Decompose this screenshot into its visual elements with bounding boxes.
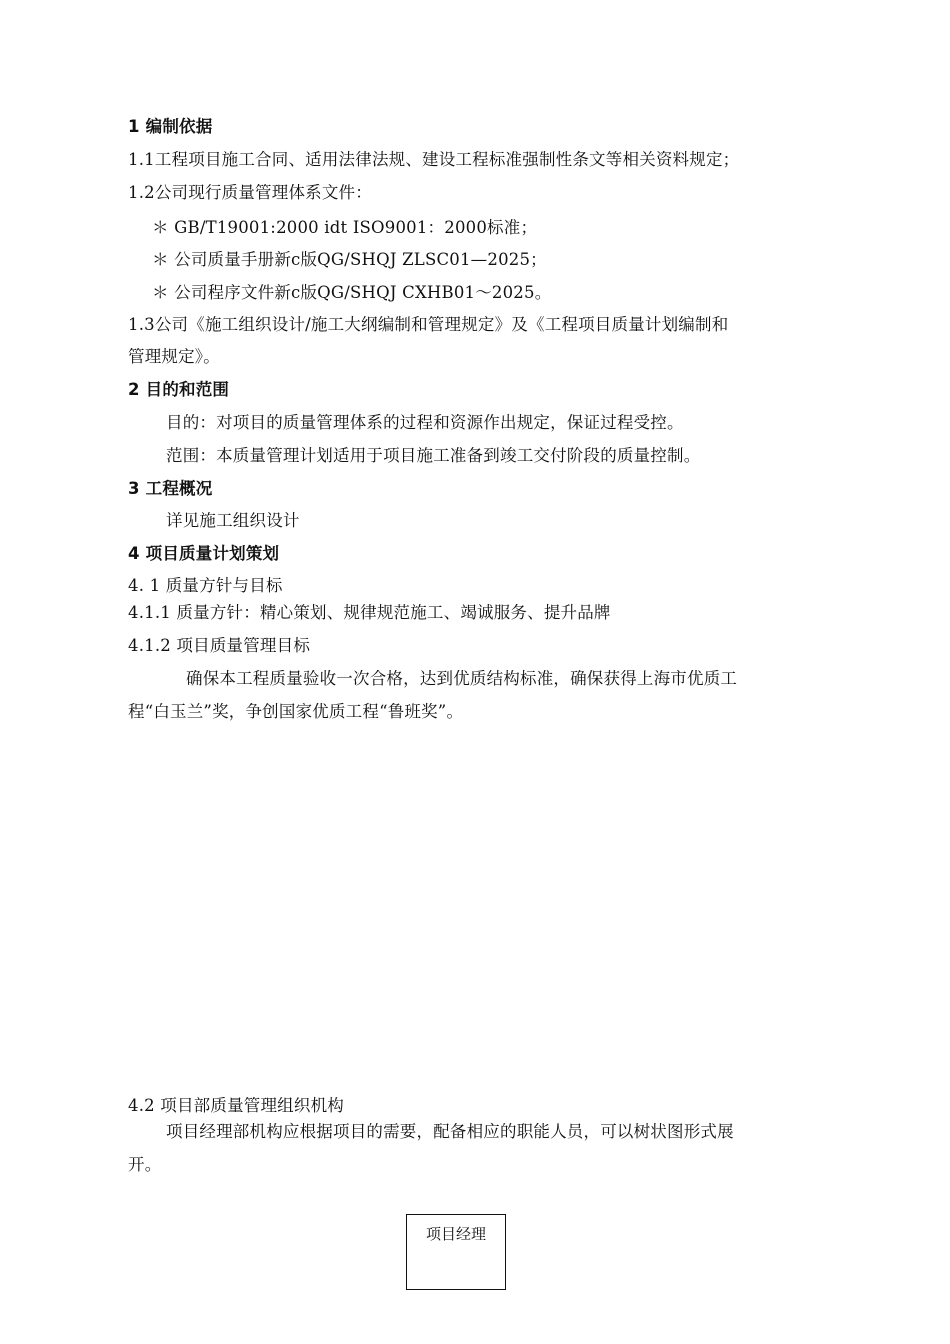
section-4-heading: 4 项目质量计划策划 [128,544,280,563]
section-1-heading: 1 编制依据 [128,117,213,136]
clause-1-1: 1.1工程项目施工合同、适用法律法规、建设工程标准强制性条文等相关资料规定； [128,150,740,169]
clause-4-1-1: 4.1.1 质量方针：精心策划、规律规范施工、竭诚服务、提升品牌 [128,603,611,622]
clause-1-3-line2: 管理规定》。 [128,347,220,366]
bullet-quality-manual: ＊ 公司质量手册新c版QG/SHQJ ZLSC01—2025； [152,250,547,269]
bullet-procedure-docs: ＊ 公司程序文件新c版QG/SHQJ CXHB01～2025。 [152,283,552,302]
clause-4-1-2: 4.1.2 项目质量管理目标 [128,636,311,655]
section-2-heading: 2 目的和范围 [128,380,230,399]
quality-goal-line1: 确保本工程质量验收一次合格，达到优质结构标准，确保获得上海市优质工 [186,669,738,688]
org-chart-project-manager-label: 项目经理 [425,1225,486,1243]
quality-goal-line2: 程“白玉兰”奖，争创国家优质工程“鲁班奖”。 [128,702,464,721]
scope-text: 范围：本质量管理计划适用于项目施工准备到竣工交付阶段的质量控制。 [166,446,701,465]
org-structure-line2: 开。 [128,1155,162,1174]
clause-1-2: 1.2公司现行质量管理体系文件： [128,183,372,202]
purpose-text: 目的：对项目的质量管理体系的过程和资源作出规定，保证过程受控。 [166,413,684,432]
clause-1-3-line1: 1.3公司《施工组织设计/施工大纲编制和管理规定》及《工程项目质量计划编制和 [128,315,729,334]
overview-text: 详见施工组织设计 [166,511,300,530]
clause-4-2: 4.2 项目部质量管理组织机构 [128,1096,344,1115]
org-chart-project-manager-box [406,1214,506,1290]
org-structure-line1: 项目经理部机构应根据项目的需要，配备相应的职能人员，可以树状图形式展 [166,1122,734,1141]
bullet-iso-standard: ＊ GB/T19001:2000 idt ISO9001：2000标准； [152,218,538,237]
clause-4-1: 4. 1 质量方针与目标 [128,576,283,595]
section-3-heading: 3 工程概况 [128,479,213,498]
